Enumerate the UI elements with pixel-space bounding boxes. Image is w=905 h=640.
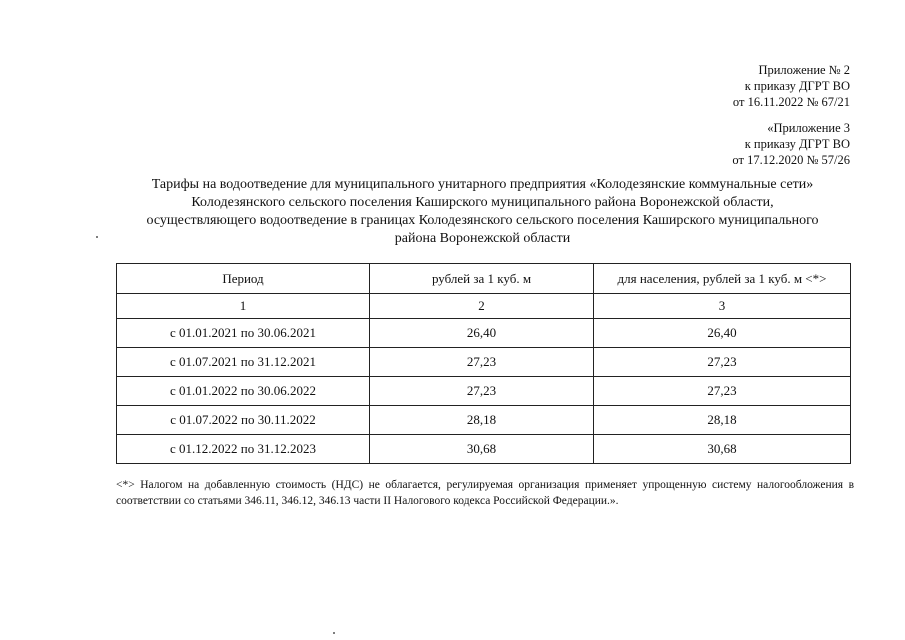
footnote: <*> Налогом на добавленную стоимость (НДС) не облагается, регулируемая организация применяет упрощенную систему налогообложения в соответствии со статьями 346.11, 346.12, 346.13 части II Налогового кодекса Российской Федерации.». (116, 479, 854, 507)
title-line4: района Воронежской области (394, 231, 571, 246)
appendix-previous-line1: «Приложение 3 (767, 121, 850, 135)
column-number: 2 (370, 294, 594, 319)
rate-population-cell: 30,68 (594, 435, 851, 464)
title-line1: Тарифы на водоотведение для муниципального унитарного предприятия «Колодезянские коммунальные сети» (151, 177, 814, 192)
rate-population-cell: 27,23 (594, 377, 851, 406)
rate-cell: 26,40 (370, 319, 594, 348)
rate-cell: 27,23 (370, 377, 594, 406)
title-line3: осуществляющего водоотведение в границах Колодезянского сельского поселения Каширского муниципального (146, 213, 819, 228)
appendix-previous-line2: к приказу ДГРТ ВО (744, 137, 850, 151)
rate-cell: 28,18 (370, 406, 594, 435)
header-rate-population: для населения, рублей за 1 куб. м <*> (594, 264, 851, 294)
period-cell: с 01.07.2022 по 30.11.2022 (117, 406, 370, 435)
period-cell: с 01.01.2021 по 30.06.2021 (117, 319, 370, 348)
header-period: Период (117, 264, 370, 294)
table-header-row (117, 264, 851, 294)
table-row (117, 406, 851, 435)
table-row (117, 377, 851, 406)
appendix-current-line3: от 16.11.2022 № 67/21 (732, 95, 850, 109)
rate-population-cell: 27,23 (594, 348, 851, 377)
header-rate: рублей за 1 куб. м (370, 264, 594, 294)
appendix-previous (732, 120, 850, 168)
appendix-current-line2: к приказу ДГРТ ВО (744, 79, 850, 93)
document-title (90, 176, 875, 248)
title-line2: Колодезянского сельского поселения Каширского муниципального района Воронежской области, (191, 195, 774, 210)
period-cell: с 01.12.2022 по 31.12.2023 (117, 435, 370, 464)
appendix-current-line1: Приложение № 2 (758, 63, 850, 77)
appendix-previous-line3: от 17.12.2020 № 57/26 (732, 153, 850, 167)
column-number: 3 (594, 294, 851, 319)
period-cell: с 01.01.2022 по 30.06.2022 (117, 377, 370, 406)
scan-speck (333, 632, 335, 634)
appendix-current (733, 62, 850, 110)
rate-population-cell: 28,18 (594, 406, 851, 435)
column-number: 1 (117, 294, 370, 319)
table-column-numbers-row (117, 294, 851, 319)
rate-population-cell: 26,40 (594, 319, 851, 348)
rate-cell: 30,68 (370, 435, 594, 464)
rate-cell: 27,23 (370, 348, 594, 377)
period-cell: с 01.07.2021 по 31.12.2021 (117, 348, 370, 377)
table-row (117, 435, 851, 464)
table-row (117, 319, 851, 348)
tariff-table (116, 263, 851, 464)
table-row (117, 348, 851, 377)
scan-speck (96, 236, 98, 238)
